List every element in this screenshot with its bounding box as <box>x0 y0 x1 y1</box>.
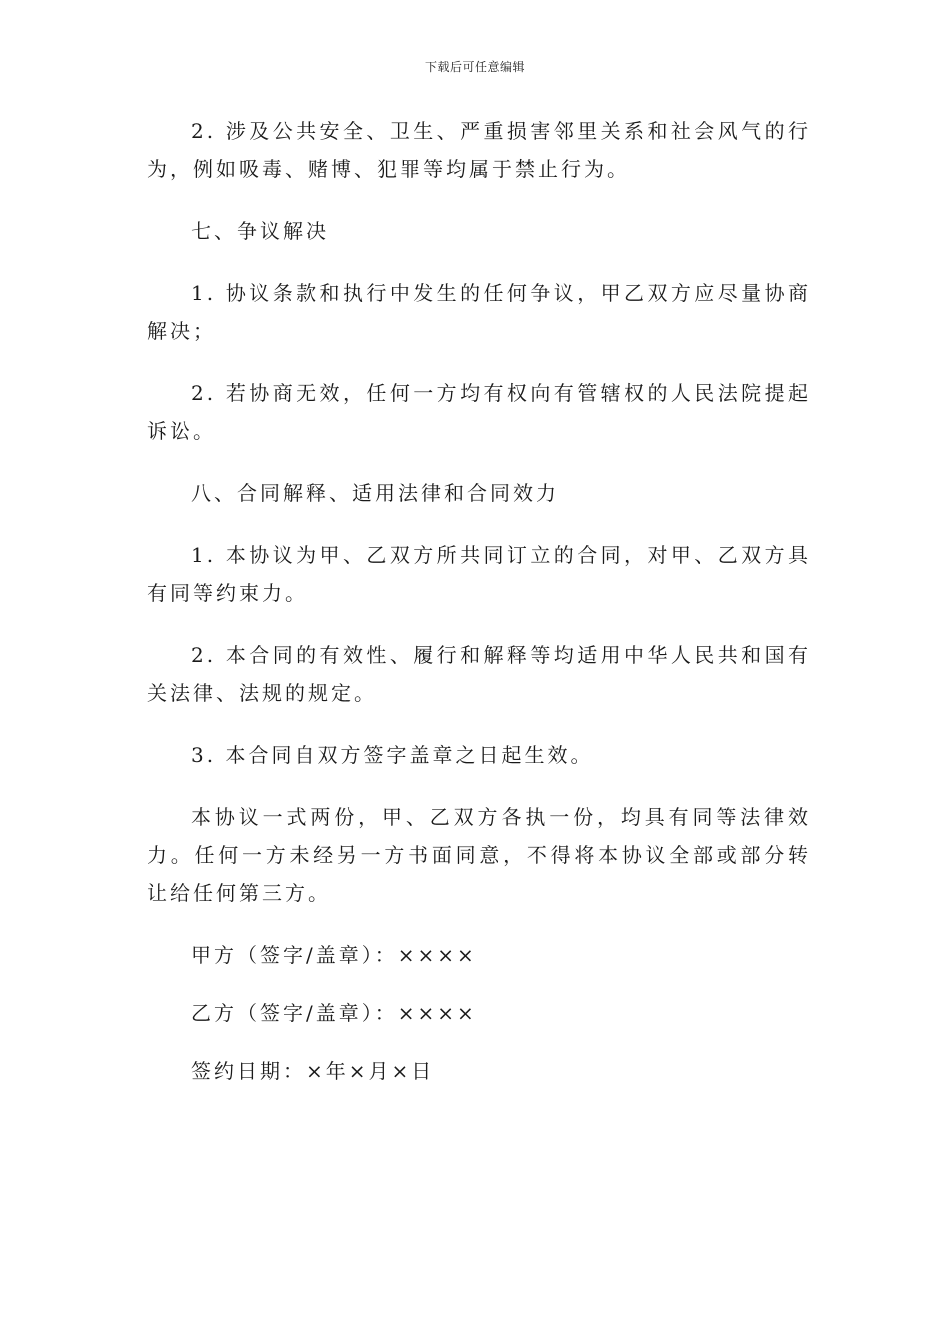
party-b-signature: 乙方（签字/盖章）：×××× <box>191 1001 477 1025</box>
section-8-heading: 八、合同解释、适用法律和合同效力 <box>191 481 559 505</box>
clause-7-2: 2. 若协商无效，任何一方均有权向有管辖权的人民法院提起诉讼。 <box>147 381 811 443</box>
closing-paragraph: 本协议一式两份，甲、乙双方各执一份，均具有同等法律效力。任何一方未经另一方书面同意，不得将本协议全部或部分转让给任何第三方。 <box>147 805 811 905</box>
clause-8-1: 1. 本协议为甲、乙双方所共同订立的合同，对甲、乙双方具有同等约束力。 <box>147 543 811 605</box>
signing-date: 签约日期：×年×月×日 <box>191 1059 435 1083</box>
clause-8-2: 2. 本合同的有效性、履行和解释等均适用中华人民共和国有关法律、法规的规定。 <box>147 643 811 705</box>
party-a-signature: 甲方（签字/盖章）：×××× <box>191 943 477 967</box>
clause-6-2: 2. 涉及公共安全、卫生、严重损害邻里关系和社会风气的行为，例如吸毒、赌博、犯罪等均属于禁止行为。 <box>147 119 811 181</box>
clause-8-3: 3. 本合同自双方签字盖章之日起生效。 <box>191 743 594 767</box>
section-7-heading: 七、争议解决 <box>191 219 329 243</box>
page-header: 下载后可任意编辑 <box>424 60 525 74</box>
document-body <box>147 112 811 1110</box>
clause-7-1: 1. 协议条款和执行中发生的任何争议，甲乙双方应尽量协商解决； <box>147 281 811 343</box>
